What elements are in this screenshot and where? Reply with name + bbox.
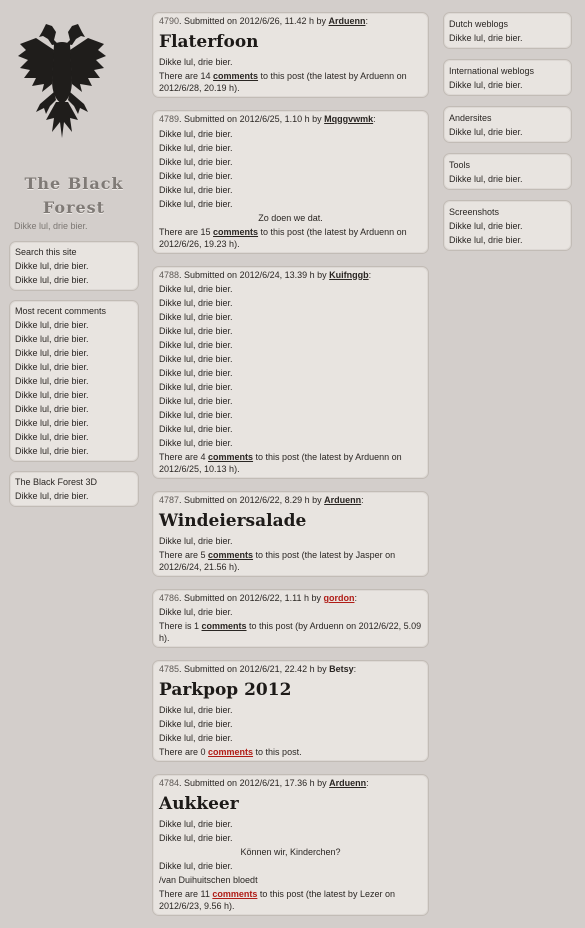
recent-comment-link[interactable]: Dikke lul, drie bier. (15, 348, 89, 358)
comments-link[interactable]: comments (208, 747, 254, 757)
recent-comment-link[interactable]: Dikke lul, drie bier. (15, 362, 89, 372)
box-title: Most recent comments (15, 306, 107, 316)
comments-latest-text: to this post (by Arduenn on 2012/6/22, 5.09 h). (159, 621, 422, 643)
site-tagline: Dikke lul, drie bier. (14, 221, 88, 231)
comments-count-text: There are 4 (159, 452, 209, 462)
comments-latest-text: to this post (the latest by Arduenn on 2012/6/26, 19.23 h). (159, 227, 407, 249)
post-submitted: . Submitted on 2012/6/21, 17.36 h by (179, 778, 330, 788)
post-meta: 4790. Submitted on 2012/6/26, 11.42 h by Arduenn: (159, 16, 368, 26)
right-sidebar (443, 12, 572, 261)
comments-link[interactable]: comments (213, 71, 259, 81)
post-title[interactable]: Flaterfoon (159, 32, 259, 52)
post-line: Dikke lul, drie bier. (159, 396, 233, 406)
box-line: Dikke lul, drie bier. (15, 275, 89, 285)
post-line: Dikke lul, drie bier. (159, 340, 233, 350)
box-title: International weblogs (449, 66, 535, 76)
box-title: Andersites (449, 113, 492, 123)
comments-link[interactable]: comments (212, 889, 258, 899)
post-line: Dikke lul, drie bier. (159, 57, 233, 67)
box-line[interactable]: Dikke lul, drie bier. (449, 80, 523, 90)
sidebar-box-dutch-weblogs (443, 12, 572, 49)
post-line: Dikke lul, drie bier. (159, 326, 233, 336)
comments-info (159, 888, 422, 912)
comments-count-text: There are 11 (159, 889, 213, 899)
comments-latest-text: to this post. (253, 747, 302, 757)
box-line: Dikke lul, drie bier. (15, 261, 89, 271)
comments-info (159, 70, 422, 94)
post-line: Dikke lul, drie bier. (159, 438, 233, 448)
box-line[interactable]: Dikke lul, drie bier. (449, 174, 523, 184)
post-line: Dikke lul, drie bier. (159, 861, 233, 871)
recent-comment-link[interactable]: Dikke lul, drie bier. (15, 432, 89, 442)
post-line: /van Duihuitschen bloedt (159, 875, 258, 885)
post-submitted: . Submitted on 2012/6/21, 22.42 h by (179, 664, 330, 674)
sidebar-box-3d (9, 471, 139, 507)
post-title[interactable]: Windeiersalade (159, 511, 307, 531)
comments-link[interactable]: comments (208, 452, 254, 462)
post-submitted: . Submitted on 2012/6/26, 11.42 h by (179, 16, 329, 26)
left-sidebar (9, 0, 139, 516)
box-line[interactable]: Dikke lul, drie bier. (449, 127, 523, 137)
sidebar-box-recent-comments (9, 300, 139, 462)
post-meta: 4787. Submitted on 2012/6/22, 8.29 h by Arduenn: (159, 495, 364, 505)
author-link[interactable]: Arduenn (324, 495, 362, 505)
comments-count-text: There are 5 (159, 550, 209, 560)
post-line: Dikke lul, drie bier. (159, 354, 233, 364)
box-title: Dutch weblogs (449, 19, 509, 29)
post-line: Dikke lul, drie bier. (159, 424, 233, 434)
post-number: 4789 (159, 114, 180, 124)
post-line: Dikke lul, drie bier. (159, 143, 233, 153)
comments-link[interactable]: comments (213, 227, 259, 237)
post-meta: 4785. Submitted on 2012/6/21, 22.42 h by Betsy: (159, 664, 357, 674)
post-line: Dikke lul, drie bier. (159, 705, 233, 715)
post-line: Dikke lul, drie bier. (159, 298, 233, 308)
author-name: Betsy (329, 664, 354, 674)
post-number: 4784 (159, 778, 180, 788)
post-number: 4786 (159, 593, 180, 603)
site-title[interactable] (9, 172, 139, 220)
author-link[interactable]: Arduenn (329, 778, 367, 788)
sidebar-box-tools (443, 153, 572, 190)
post-4787 (152, 491, 429, 577)
post-line: Dikke lul, drie bier. (159, 607, 233, 617)
author-link[interactable]: Arduenn (328, 16, 366, 26)
post-4789 (152, 110, 429, 254)
sidebar-box-international-weblogs (443, 59, 572, 96)
post-submitted: . Submitted on 2012/6/25, 1.10 h by (179, 114, 325, 124)
eagle-logo-icon[interactable] (16, 20, 108, 142)
post-line: Dikke lul, drie bier. (159, 410, 233, 420)
comments-info (159, 226, 422, 250)
author-link[interactable]: Mqggvwmk (324, 114, 374, 124)
post-line: Dikke lul, drie bier. (159, 157, 233, 167)
comments-latest-text: to this post (the latest by Jasper on 2012/6/24, 21.56 h). (159, 550, 396, 572)
post-4785 (152, 660, 429, 762)
sidebar-box-search (9, 241, 139, 291)
post-meta: 4784. Submitted on 2012/6/21, 17.36 h by Arduenn: (159, 778, 369, 788)
post-line: Dikke lul, drie bier. (159, 185, 233, 195)
post-number: 4785 (159, 664, 180, 674)
author-link[interactable]: gordon (323, 593, 355, 603)
comments-info (159, 451, 422, 475)
post-number: 4790 (159, 16, 180, 26)
comments-latest-text: to this post (the latest by Arduenn on 2012/6/28, 20.19 h). (159, 71, 407, 93)
box-title: Tools (449, 160, 471, 170)
comments-latest-text: to this post (the latest by Arduenn on 2012/6/25, 10.13 h). (159, 452, 402, 474)
post-line: Dikke lul, drie bier. (159, 536, 233, 546)
recent-comment-link[interactable]: Dikke lul, drie bier. (15, 404, 89, 414)
post-line: Dikke lul, drie bier. (159, 171, 233, 181)
comments-info (159, 746, 422, 758)
post-line: Dikke lul, drie bier. (159, 368, 233, 378)
comments-count-text: There are 15 (159, 227, 214, 237)
post-line: Dikke lul, drie bier. (159, 312, 233, 322)
post-meta: 4788. Submitted on 2012/6/24, 13.39 h by Kuifnggb: (159, 270, 372, 280)
comments-latest-text: to this post (the latest by Lezer on 2012/6/23, 9.56 h). (159, 889, 395, 911)
box-title[interactable]: The Black Forest 3D (15, 477, 98, 487)
comments-link[interactable]: comments (208, 550, 254, 560)
recent-comment-link[interactable]: Dikke lul, drie bier. (15, 320, 89, 330)
post-4784 (152, 774, 429, 916)
sidebar-box-screenshots (443, 200, 572, 251)
recent-comment-link[interactable]: Dikke lul, drie bier. (15, 334, 89, 344)
post-line: Dikke lul, drie bier. (159, 284, 233, 294)
post-submitted: . Submitted on 2012/6/24, 13.39 h by (179, 270, 330, 280)
site-title-line-1: The Black (24, 174, 124, 193)
posts-column (152, 12, 429, 928)
post-number: 4787 (159, 495, 180, 505)
recent-comment-link[interactable]: Dikke lul, drie bier. (15, 376, 89, 386)
post-centered-line: Können wir, Kinderchen? (240, 847, 341, 857)
comments-count-text: There are 0 (159, 747, 209, 757)
post-line: Dikke lul, drie bier. (159, 733, 233, 743)
comments-info (159, 549, 422, 573)
post-line: Dikke lul, drie bier. (159, 382, 233, 392)
post-4788 (152, 266, 429, 479)
post-meta: 4789. Submitted on 2012/6/25, 1.10 h by Mqggvwmk: (159, 114, 376, 124)
post-submitted: . Submitted on 2012/6/22, 8.29 h by (179, 495, 325, 505)
box-title: Search this site (15, 247, 77, 257)
recent-comment-link[interactable]: Dikke lul, drie bier. (15, 390, 89, 400)
box-title: Screenshots (449, 207, 500, 217)
post-submitted: . Submitted on 2012/6/22, 1.11 h by (179, 593, 324, 603)
post-line: Dikke lul, drie bier. (159, 129, 233, 139)
post-line: Dikke lul, drie bier. (159, 199, 233, 209)
post-line: Dikke lul, drie bier. (159, 833, 233, 843)
comments-info (159, 620, 422, 644)
box-line[interactable]: Dikke lul, drie bier. (449, 221, 523, 231)
post-line: Dikke lul, drie bier. (159, 719, 233, 729)
post-line: Dikke lul, drie bier. (159, 819, 233, 829)
post-title[interactable]: Aukkeer (159, 794, 239, 814)
author-link[interactable]: Kuifnggb (329, 270, 369, 280)
post-4790 (152, 12, 429, 98)
recent-comment-link[interactable]: Dikke lul, drie bier. (15, 418, 89, 428)
recent-comment-link[interactable]: Dikke lul, drie bier. (15, 446, 89, 456)
comments-count-text: There are 14 (159, 71, 214, 81)
post-number: 4788 (159, 270, 180, 280)
post-meta: 4786. Submitted on 2012/6/22, 1.11 h by gordon: (159, 593, 357, 603)
comments-count-text: There is 1 (159, 621, 202, 631)
post-title[interactable]: Parkpop 2012 (159, 680, 292, 700)
comments-link[interactable]: comments (201, 621, 247, 631)
box-line[interactable]: Dikke lul, drie bier. (449, 33, 523, 43)
box-line[interactable]: Dikke lul, drie bier. (449, 235, 523, 245)
sidebar-box-andersites (443, 106, 572, 143)
site-title-line-2: Forest (42, 198, 106, 217)
post-4786 (152, 589, 429, 648)
box-line: Dikke lul, drie bier. (15, 491, 89, 501)
post-centered-line: Zo doen we dat. (258, 213, 323, 223)
